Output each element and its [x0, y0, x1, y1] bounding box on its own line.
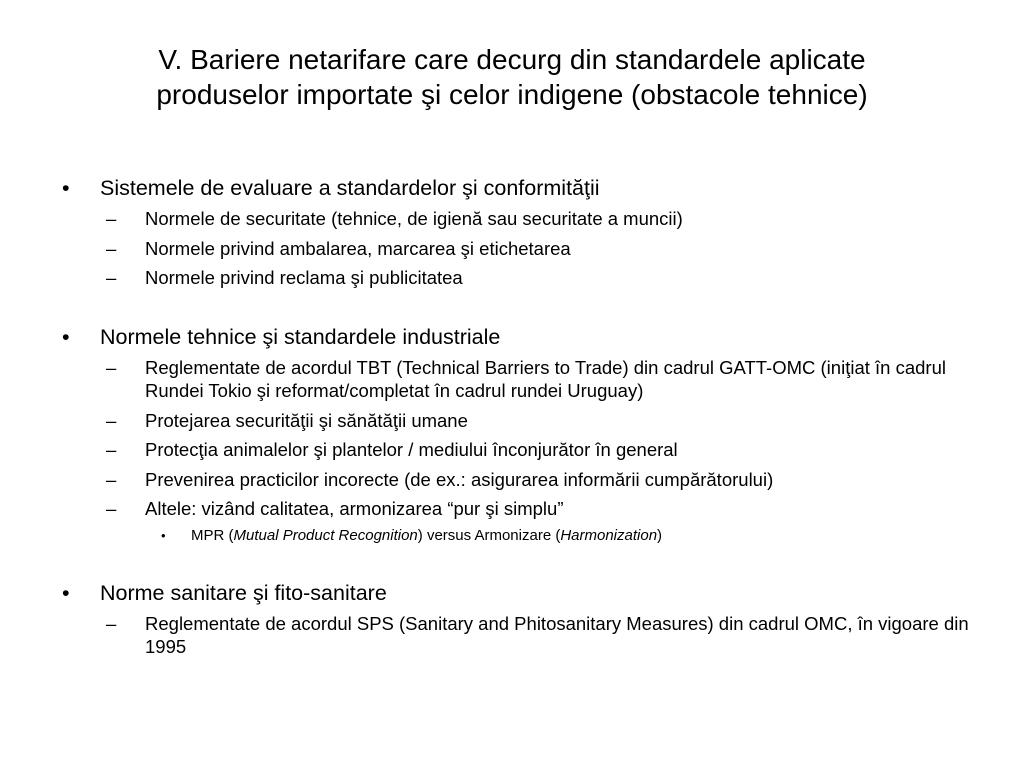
dash-text: Altele: vizând calitatea, armonizarea “pur şi simplu” [145, 498, 564, 519]
bullet-text: Sistemele de evaluare a standardelor şi conformităţii [100, 176, 600, 200]
bullet-text: Normele tehnice şi standardele industriale [100, 324, 501, 349]
sub-text-part: ) versus Armonizare ( [417, 526, 561, 544]
dash-text: Normele privind ambalarea, marcarea şi etichetarea [145, 237, 571, 259]
section-spacer [62, 290, 972, 324]
section-spacer [62, 546, 972, 580]
bullet-heading-sanitary-norms [62, 580, 972, 606]
dash-marker: – [106, 468, 117, 490]
dash-text: Prevenirea practicilor incorecte (de ex.: asigurarea informării cumpărătorului) [145, 468, 774, 490]
dash-item [106, 497, 972, 521]
title-line-1: V. Bariere netarifare care decurg din standardele aplicate [158, 44, 866, 75]
dash-item [106, 409, 972, 433]
sub-text-part: ) [657, 526, 663, 544]
bullet-marker: • [62, 324, 70, 349]
dash-marker: – [106, 237, 117, 259]
dash-text: Reglementate de acordul SPS (Sanitary and Phitosanitary Measures) din cadrul OMC, în vigoare din 1995 [145, 612, 969, 657]
bullet-heading-technical-norms [62, 324, 972, 350]
sub-bullet-marker: • [161, 527, 166, 543]
dash-item [106, 612, 972, 659]
sub-bullet-item [161, 526, 972, 546]
sub-text-italic: Harmonization [560, 526, 658, 544]
sub-text-italic: Mutual Product Recognition [233, 526, 418, 544]
dash-text: Reglementate de acordul TBT (Technical Barriers to Trade) din cadrul GATT-OMC (iniţiat în cadrul Rundei Tokio şi reformat/completat în cadrul rundei Uruguay) [145, 356, 946, 401]
dash-item [106, 468, 972, 492]
title-line-2: produselor importate şi celor indigene (obstacole tehnice) [156, 79, 868, 110]
dash-marker: – [106, 439, 117, 460]
dash-marker: – [106, 267, 117, 288]
dash-text: Protecţia animalelor şi plantelor / mediului înconjurător în general [145, 439, 678, 460]
dash-item [106, 356, 972, 403]
slide-body [62, 175, 972, 659]
dash-text: Normele privind reclama şi publicitatea [145, 267, 463, 288]
dash-item [106, 237, 972, 261]
dash-marker: – [106, 409, 117, 431]
dash-marker: – [106, 208, 117, 229]
bullet-marker: • [62, 176, 70, 200]
bullet-text: Norme sanitare şi fito-sanitare [100, 580, 387, 605]
dash-text: Protejarea securităţii şi sănătăţii umane [145, 409, 468, 431]
dash-marker: – [106, 498, 117, 519]
sub-bullet-text [191, 527, 662, 544]
dash-marker: – [106, 356, 117, 378]
dash-text: Normele de securitate (tehnice, de igienă sau securitate a muncii) [145, 208, 683, 229]
dash-marker: – [106, 612, 117, 634]
dash-item [106, 438, 972, 462]
sub-text-part: MPR ( [191, 526, 234, 544]
dash-item [106, 266, 972, 290]
slide-title [60, 42, 964, 112]
bullet-marker: • [62, 580, 70, 605]
bullet-heading-standards-evaluation [62, 175, 972, 201]
dash-item [106, 207, 972, 231]
